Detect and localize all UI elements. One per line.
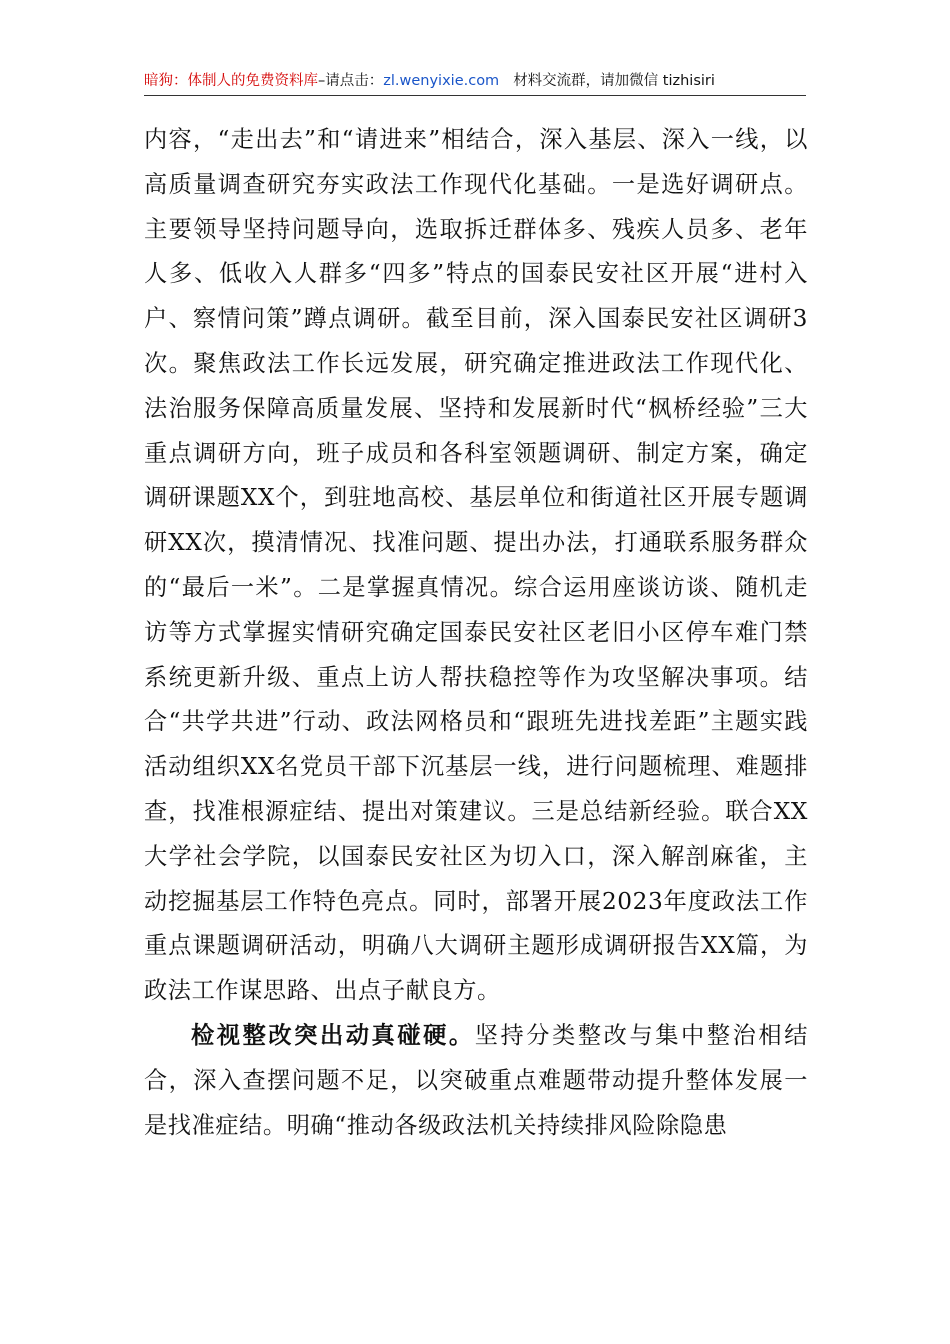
header-link[interactable]: zl.wenyixie.com bbox=[383, 73, 500, 89]
document-body bbox=[144, 118, 808, 1148]
page-header bbox=[144, 66, 806, 96]
header-divider bbox=[144, 95, 806, 96]
paragraph-text: 坚持分类整改与集中整治相结合，深入查摆问题不足，以突破重点难题带动提升整体发展一是找准症结。明确“推动各级政法机关持续排风险除隐患 bbox=[144, 1021, 808, 1139]
header-link-prompt: –请点击： bbox=[318, 73, 384, 89]
header-contact: 材料交流群，请加微信 tizhisiri bbox=[513, 73, 715, 89]
paragraph-heading: 检视整改突出动真碰硬。 bbox=[191, 1021, 475, 1049]
paragraph-rectification bbox=[144, 1014, 808, 1148]
header-brand: 暗狗：体制人的免费资料库 bbox=[144, 73, 318, 89]
paragraph-continued: 内容，“走出去”和“请进来”相结合，深入基层、深入一线，以高质量调查研究夯实政法工作现代化基础。一是选好调研点。主要领导坚持问题导向，选取拆迁群体多、残疾人员多、老年人多、低收入人群多“四多”特点的国泰民安社区开展“进村入户、察情问策”蹲点调研。截至目前，深入国泰民安社区调研3次。聚焦政法工作长远发展，研究确定推进政法工作现代化、法治服务保障高质量发展、坚持和发展新时代“枫桥经验”三大重点调研方向，班子成员和各科室领题调研、制定方案，确定调研课题XX个，到驻地高校、基层单位和街道社区开展专题调研XX次，摸清情况、找准问题、提出办法，打通联系服务群众的“最后一米”。二是掌握真情况。综合运用座谈访谈、随机走访等方式掌握实情研究确定国泰民安社区老旧小区停车难门禁系统更新升级、重点上访人帮扶稳控等作为攻坚解决事项。结合“共学共进”行动、政法网格员和“跟班先进找差距”主题实践活动组织XX名党员干部下沉基层一线，进行问题梳理、难题排查，找准根源症结、提出对策建议。三是总结新经验。联合XX大学社会学院，以国泰民安社区为切入口，深入解剖麻雀，主动挖掘基层工作特色亮点。同时，部署开展2023年度政法工作重点课题调研活动，明确八大调研主题形成调研报告XX篇，为政法工作谋思路、出点子献良方。 bbox=[144, 126, 808, 1005]
